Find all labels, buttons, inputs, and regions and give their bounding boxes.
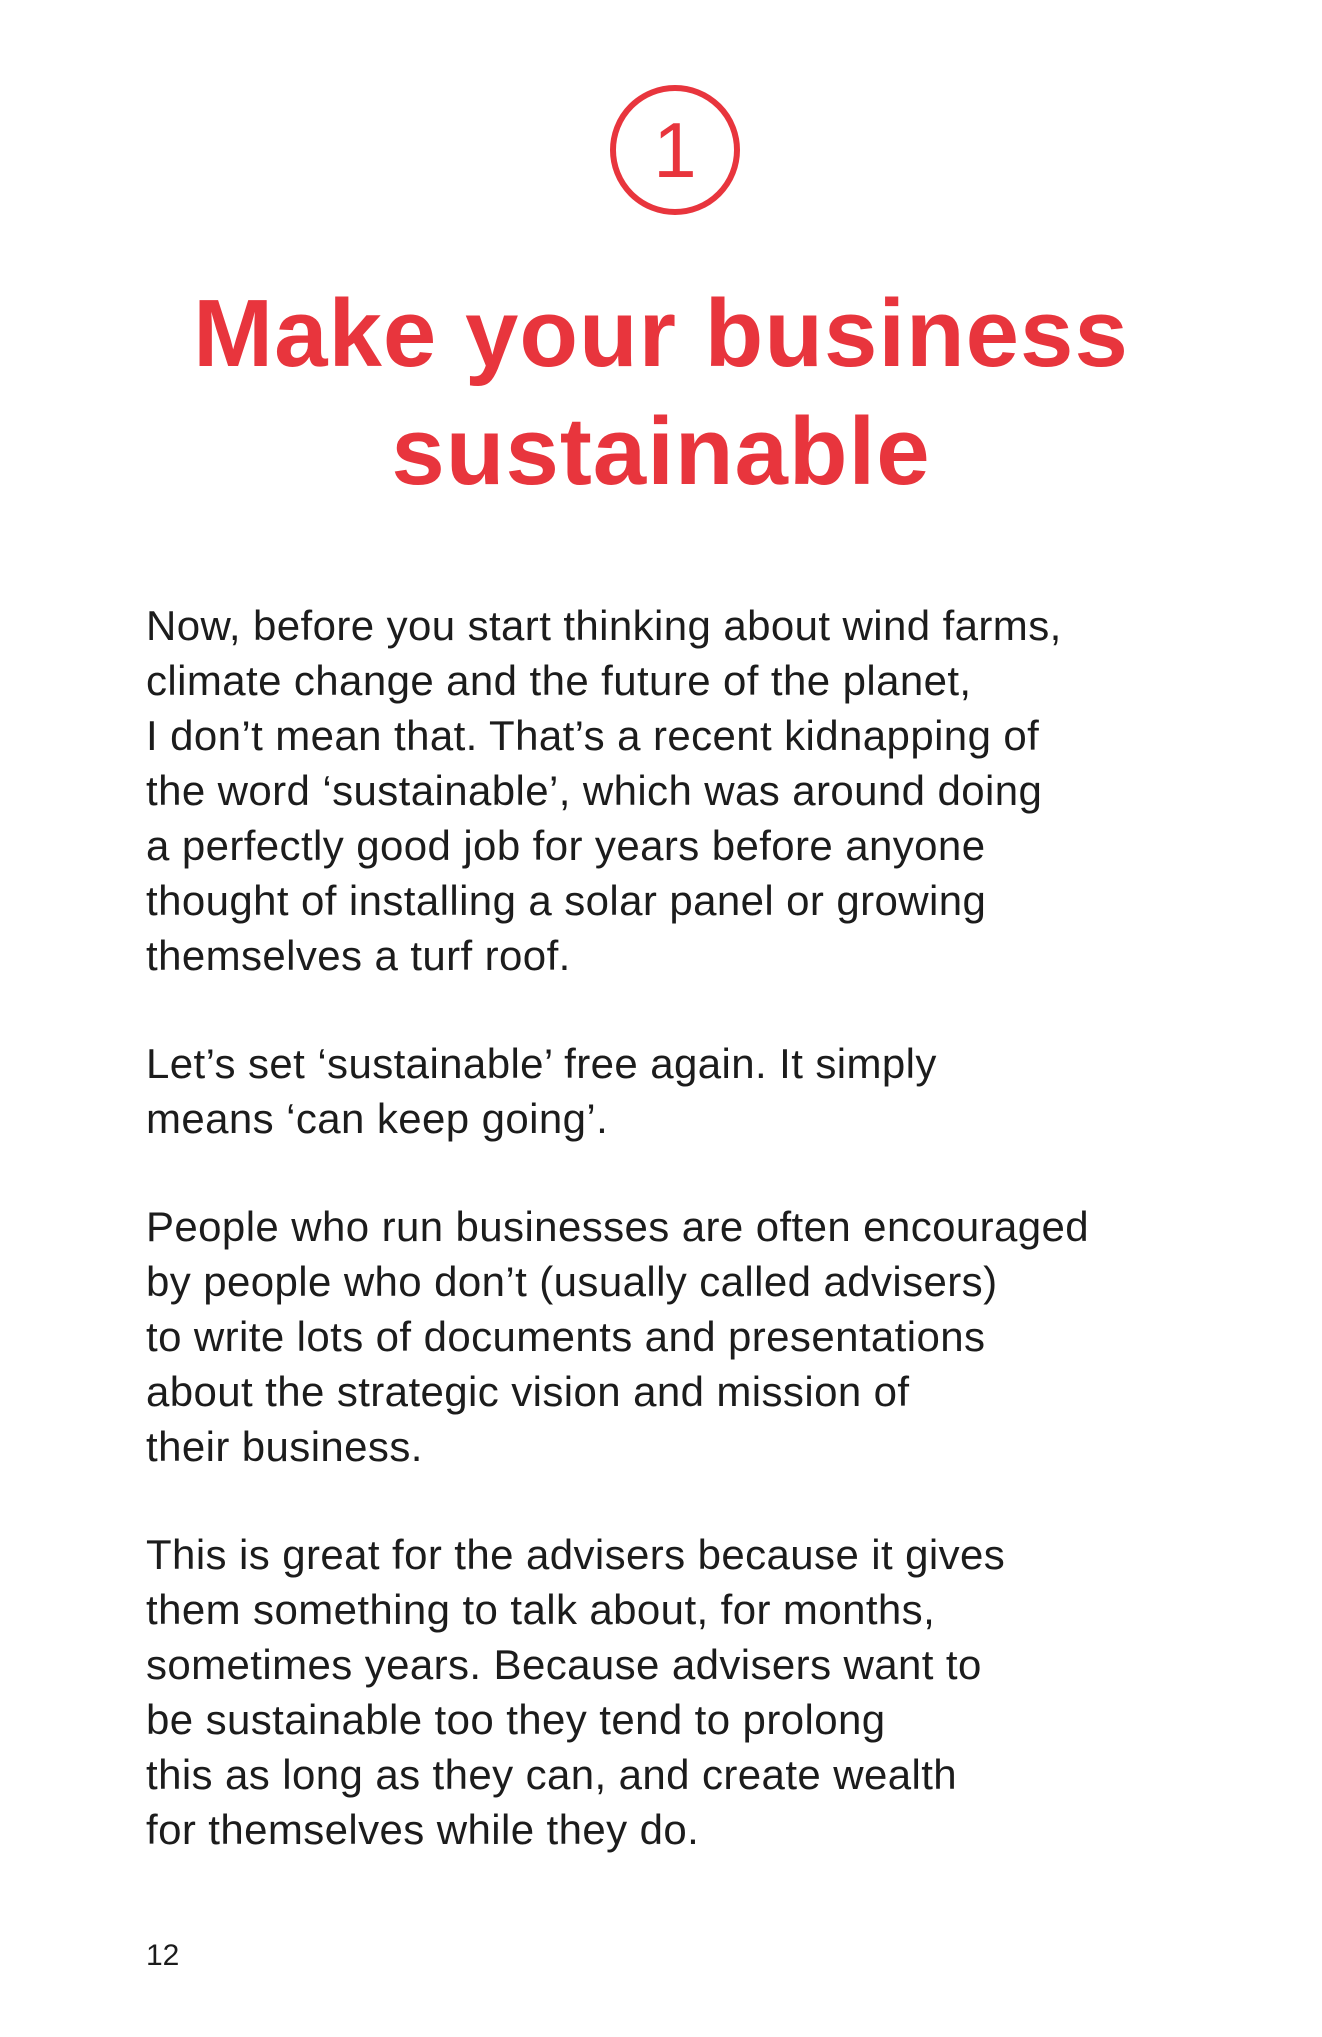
text-line: this as long as they can, and create wealth: [146, 1751, 958, 1798]
text-line: means ‘can keep going’.: [146, 1095, 609, 1142]
chapter-title-line-1: Make your business: [193, 280, 1129, 387]
text-line: Now, before you start thinking about wind farms,: [146, 602, 1062, 649]
text-line: about the strategic vision and mission of: [146, 1368, 910, 1415]
text-line: This is great for the advisers because it gives: [146, 1531, 1006, 1578]
text-line: their business.: [146, 1423, 423, 1470]
text-line: them something to talk about, for months,: [146, 1586, 936, 1633]
text-line: for themselves while they do.: [146, 1806, 700, 1853]
text-line: People who run businesses are often encouraged: [146, 1203, 1090, 1250]
text-line: sometimes years. Because advisers want to: [146, 1641, 982, 1688]
text-line: be sustainable too they tend to prolong: [146, 1696, 886, 1743]
text-line: Let’s set ‘sustainable’ free again. It simply: [146, 1040, 937, 1087]
paragraph-3: [146, 1199, 1226, 1474]
chapter-title: [0, 275, 1322, 511]
chapter-title-line-2: sustainable: [391, 398, 931, 505]
text-line: a perfectly good job for years before anyone: [146, 822, 986, 869]
text-line: I don’t mean that. That’s a recent kidnapping of: [146, 712, 1040, 759]
text-line: by people who don’t (usually called advisers): [146, 1258, 998, 1305]
chapter-number: 1: [653, 106, 697, 194]
page-number: 12: [146, 1939, 180, 1972]
text-line: thought of installing a solar panel or growing: [146, 877, 987, 924]
paragraph-2: [146, 1036, 1226, 1146]
paragraph-1: [146, 598, 1226, 983]
text-line: climate change and the future of the planet,: [146, 657, 972, 704]
text-line: the word ‘sustainable’, which was around doing: [146, 767, 1043, 814]
body-text: [146, 598, 1226, 1910]
text-line: to write lots of documents and presentations: [146, 1313, 986, 1360]
paragraph-4: [146, 1527, 1226, 1857]
chapter-number-badge: [610, 85, 740, 215]
text-line: themselves a turf roof.: [146, 932, 571, 979]
